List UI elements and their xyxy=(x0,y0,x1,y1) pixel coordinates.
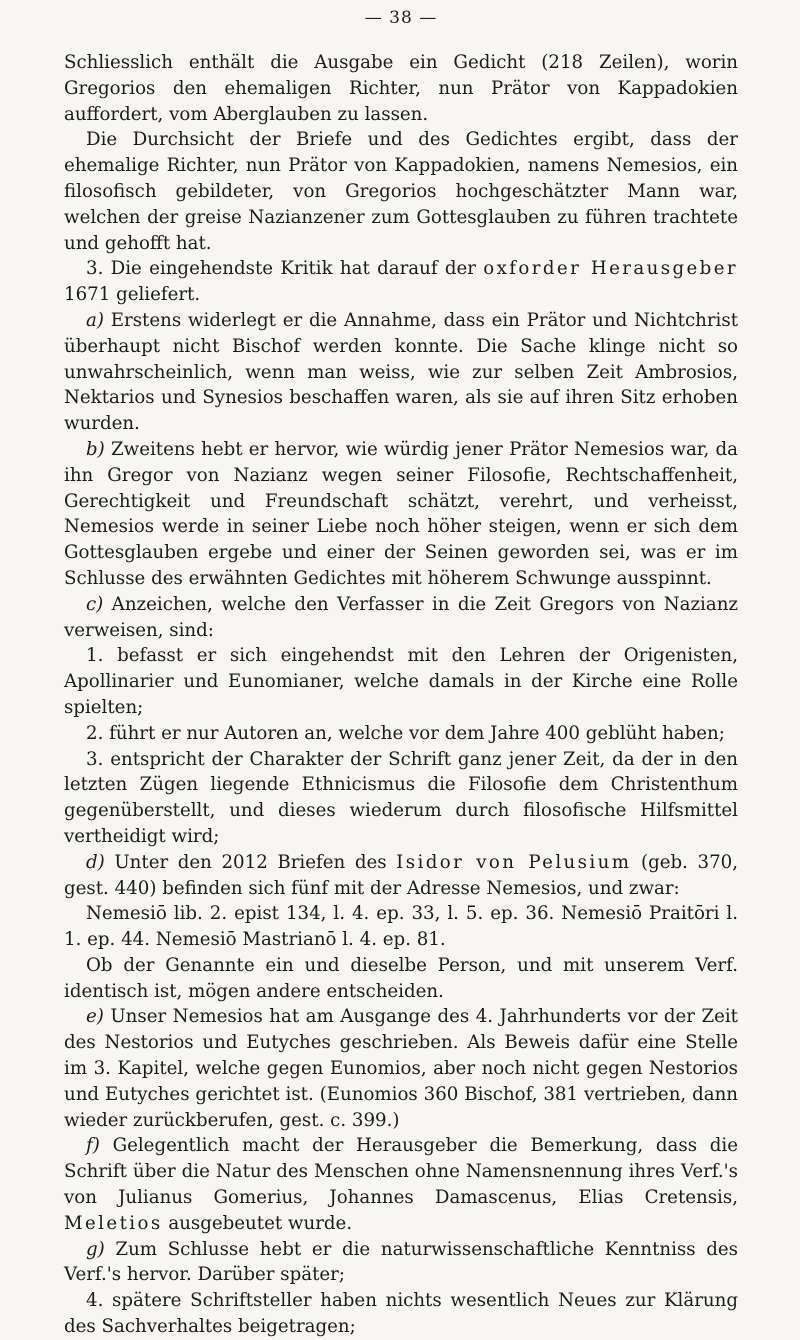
paragraph xyxy=(64,127,738,256)
text-run: 3. entspricht der Charakter der Schrift ganz jener Zeit, da der in den letzten Zügen liegende Ethnicismus die Filosofie dem Christenthum gegenüberstellt, und dieses wiederum durch filosofische Hilfsmittel vertheidigt wird; xyxy=(64,748,738,847)
text-run: 1671 geliefert. xyxy=(64,284,201,306)
paragraph xyxy=(64,1133,738,1236)
paragraph xyxy=(64,747,738,850)
paragraph xyxy=(64,1237,738,1289)
paragraph xyxy=(64,437,738,592)
paragraph xyxy=(64,308,738,437)
spaced-name: Isidor von Pelusium xyxy=(396,851,632,873)
item-marker: c) xyxy=(86,593,104,615)
text-run: Ob der Genannte ein und dieselbe Person, und mit unserem Verf. identisch ist, mögen andere entscheiden. xyxy=(64,954,738,1002)
paragraph xyxy=(64,50,738,127)
body-text xyxy=(64,50,738,1340)
paragraph xyxy=(64,1288,738,1340)
spaced-name: oxforder Herausgeber xyxy=(483,258,738,280)
paragraph xyxy=(64,1004,738,1133)
text-run: (geb. 370, gest. 440) befinden sich fünf mit der Adresse Nemesios, und zwar: xyxy=(64,851,739,899)
text-run: 3. Die eingehendste Kritik hat darauf der xyxy=(86,258,484,280)
paragraph xyxy=(64,901,738,953)
text-run: Die Durchsicht der Briefe und des Gedichtes ergibt, dass der ehemalige Richter, nun Prätor von Kappadokien, namens Nemesios, ein filosofisch gebildeter, von Gregorios hochgeschätzter Mann war, welchen der greise Nazianzener zum Gottesglauben zu führen trachtete und gehofft hat. xyxy=(64,129,738,254)
item-marker: g) xyxy=(86,1238,105,1260)
paragraph xyxy=(64,592,738,644)
text-run: ausgebeutet wurde. xyxy=(162,1212,353,1234)
paragraph xyxy=(64,256,738,308)
text-run: Unter den 2012 Briefen des xyxy=(104,851,397,873)
paragraph xyxy=(64,953,738,1005)
spaced-name: Meletios xyxy=(64,1212,163,1234)
item-marker: b) xyxy=(86,438,105,460)
text-run: Nemesiō lib. 2. epist 134, l. 4. ep. 33, l. 5. ep. 36. Nemesiō Praitōri l. 1. ep. 44. Nemesiō Mastrianō l. 4. ep. 81. xyxy=(64,903,738,951)
text-run: Anzeichen, welche den Verfasser in die Zeit Gregors von Nazianz verweisen, sind: xyxy=(64,593,738,641)
text-run: 2. führt er nur Autoren an, welche vor dem Jahre 400 geblüht haben; xyxy=(86,722,725,744)
paragraph xyxy=(64,850,738,902)
item-marker: a) xyxy=(86,309,104,331)
paragraph xyxy=(64,721,738,747)
text-run: 1. befasst er sich eingehendst mit den Lehren der Origenisten, Apollinarier und Eunomianer, welche damals in der Kirche eine Rolle spielten; xyxy=(64,645,738,718)
text-run: Zum Schlusse hebt er die naturwissenschaftliche Kenntniss des Verf.'s hervor. Darüber später; xyxy=(64,1238,738,1286)
item-marker: f) xyxy=(86,1135,100,1157)
paragraph xyxy=(64,643,738,720)
text-run: Zweitens hebt er hervor, wie würdig jener Prätor Nemesios war, da ihn Gregor von Nazianz wegen seiner Filosofie, Rechtschaffenheit, Gerechtigkeit und Freundschaft schätzt, verehrt, und verheisst, Nemesios werde in seiner Liebe noch höher steigen, wenn er sich dem Gottesglauben ergebe und einer der Seinen geworden sei, was er im Schlusse des erwähnten Gedichtes mit höherem Schwunge ausspinnt. xyxy=(64,438,738,589)
text-run: Unser Nemesios hat am Ausgange des 4. Jahrhunderts vor der Zeit des Nestorios und Eutyches geschrieben. Als Beweis dafür eine Stelle im 3. Kapitel, welche gegen Eunomios, aber noch nicht gegen Nestorios und Eutyches gerichtet ist. (Eunomios 360 Bischof, 381 vertrieben, dann wieder zurückberufen, gest. c. 399.) xyxy=(64,1006,738,1131)
item-marker: e) xyxy=(86,1006,104,1028)
text-run: 4. spätere Schriftsteller haben nichts wesentlich Neues zur Klärung des Sachverhaltes beigetragen; xyxy=(64,1290,738,1338)
text-run: Schliesslich enthält die Ausgabe ein Gedicht (218 Zeilen), worin Gregorios den ehemaligen Richter, nun Prätor von Kappadokien auffordert, vom Aberglauben zu lassen. xyxy=(64,52,738,125)
text-run: Erstens widerlegt er die Annahme, dass ein Prätor und Nichtchrist überhaupt nicht Bischof werden konnte. Die Sache klinge nicht so unwahrscheinlich, wenn man weiss, wie zur selben Zeit Ambrosios, Nektarios und Synesios beschaffen waren, als sie auf ihren Sitz erhoben wurden. xyxy=(64,309,738,435)
item-marker: d) xyxy=(86,851,105,873)
page-number: — 38 — xyxy=(364,8,438,28)
text-run: Gelegentlich macht der Herausgeber die Bemerkung, dass die Schrift über die Natur des Menschen ohne Namensnennung ihres Verf.'s von Julianus Gomerius, Johannes Damascenus, Elias Cretensis, xyxy=(64,1135,738,1209)
